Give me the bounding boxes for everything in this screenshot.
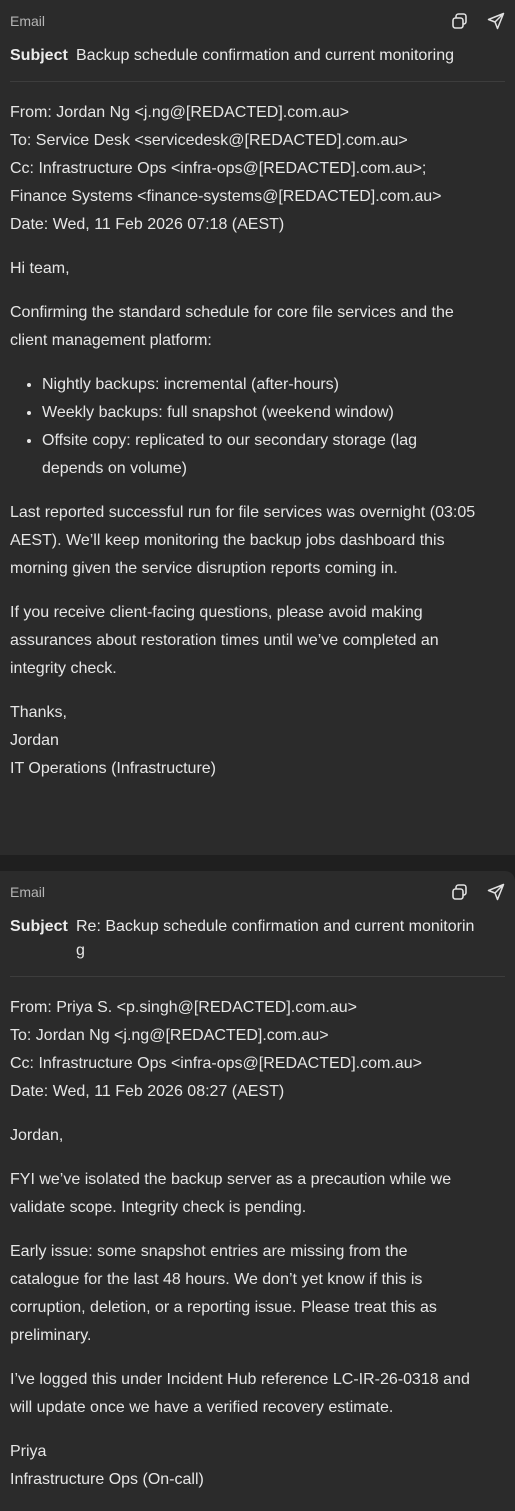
cc-line: Cc: Infrastructure Ops <infra-ops@[REDACTED].com.au>; [10,160,427,177]
subject-row [0,915,515,963]
card-actions [451,12,505,30]
send-icon[interactable] [487,12,505,30]
to-line: To: Service Desk <servicedesk@[REDACTED].com.au> [10,132,408,149]
email-body [0,99,515,783]
cc-line-cont: Finance Systems <finance-systems@[REDACTED].com.au> [10,188,442,205]
paragraph: Last reported successful run for file services was overnight (03:05 AEST). We’ll keep monitoring the backup jobs dashboard this morning given the service disruption reports coming in. [10,504,476,577]
from-line: From: Priya S. <p.singh@[REDACTED].com.au> [10,999,358,1016]
subject-row [0,44,515,68]
divider [10,81,505,82]
paragraph: Early issue: some snapshot entries are missing from the catalogue for the last 48 hours. We don’t yet know if this is corruption, deletion, or a reporting issue. Please treat this as preliminary. [10,1243,437,1344]
sign-off: Thanks, [10,704,67,721]
card-actions [451,883,505,901]
sign-team: Infrastructure Ops (On-call) [10,1471,204,1488]
email-headers [10,994,505,1106]
email-label: Email [10,884,46,900]
email-headers [10,99,505,239]
list-item: • Offsite copy: replicated to our secondary storage (lag depends on volume) [42,427,482,483]
greeting: Hi team, [10,260,70,277]
copy-icon[interactable] [451,12,469,30]
paragraph: FYI we’ve isolated the backup server as a precaution while we validate scope. Integrity check is pending. [10,1171,452,1216]
greeting: Jordan, [10,1127,64,1144]
sign-name: Priya [10,1443,47,1460]
copy-icon[interactable] [451,883,469,901]
email-card-header [0,871,515,915]
email-card-header [0,0,515,44]
email-label: Email [10,13,46,29]
bullet-list [10,371,482,483]
list-item: • Nightly backups: incremental (after-hours) [42,371,482,399]
send-icon[interactable] [487,883,505,901]
to-line: To: Jordan Ng <j.ng@[REDACTED].com.au> [10,1027,329,1044]
signature [10,1438,480,1494]
subject-value: Backup schedule confirmation and current monitoring [76,47,454,64]
subject-value: Re: Backup schedule confirmation and current monitoring [76,918,475,959]
paragraph: I’ve logged this under Incident Hub reference LC-IR-26-0318 and will update once we have a verified recovery estimate. [10,1371,470,1416]
from-line: From: Jordan Ng <j.ng@[REDACTED].com.au> [10,104,350,121]
email-body [0,994,515,1494]
date-line: Date: Wed, 11 Feb 2026 07:18 (AEST) [10,216,285,233]
sign-name: Jordan [10,732,59,749]
divider [10,976,505,977]
subject-key: Subject [10,47,68,64]
subject-key: Subject [10,918,68,935]
date-line: Date: Wed, 11 Feb 2026 08:27 (AEST) [10,1083,285,1100]
signature [10,699,480,783]
email-card-2 [0,871,515,1511]
cc-line: Cc: Infrastructure Ops <infra-ops@[REDACTED].com.au> [10,1055,422,1072]
list-item: • Weekly backups: full snapshot (weekend window) [42,399,482,427]
sign-team: IT Operations (Infrastructure) [10,760,216,777]
paragraph: Confirming the standard schedule for core file services and the client management platform: [10,304,454,349]
paragraph: If you receive client-facing questions, please avoid making assurances about restoration times until we’ve completed an integrity check. [10,604,439,677]
